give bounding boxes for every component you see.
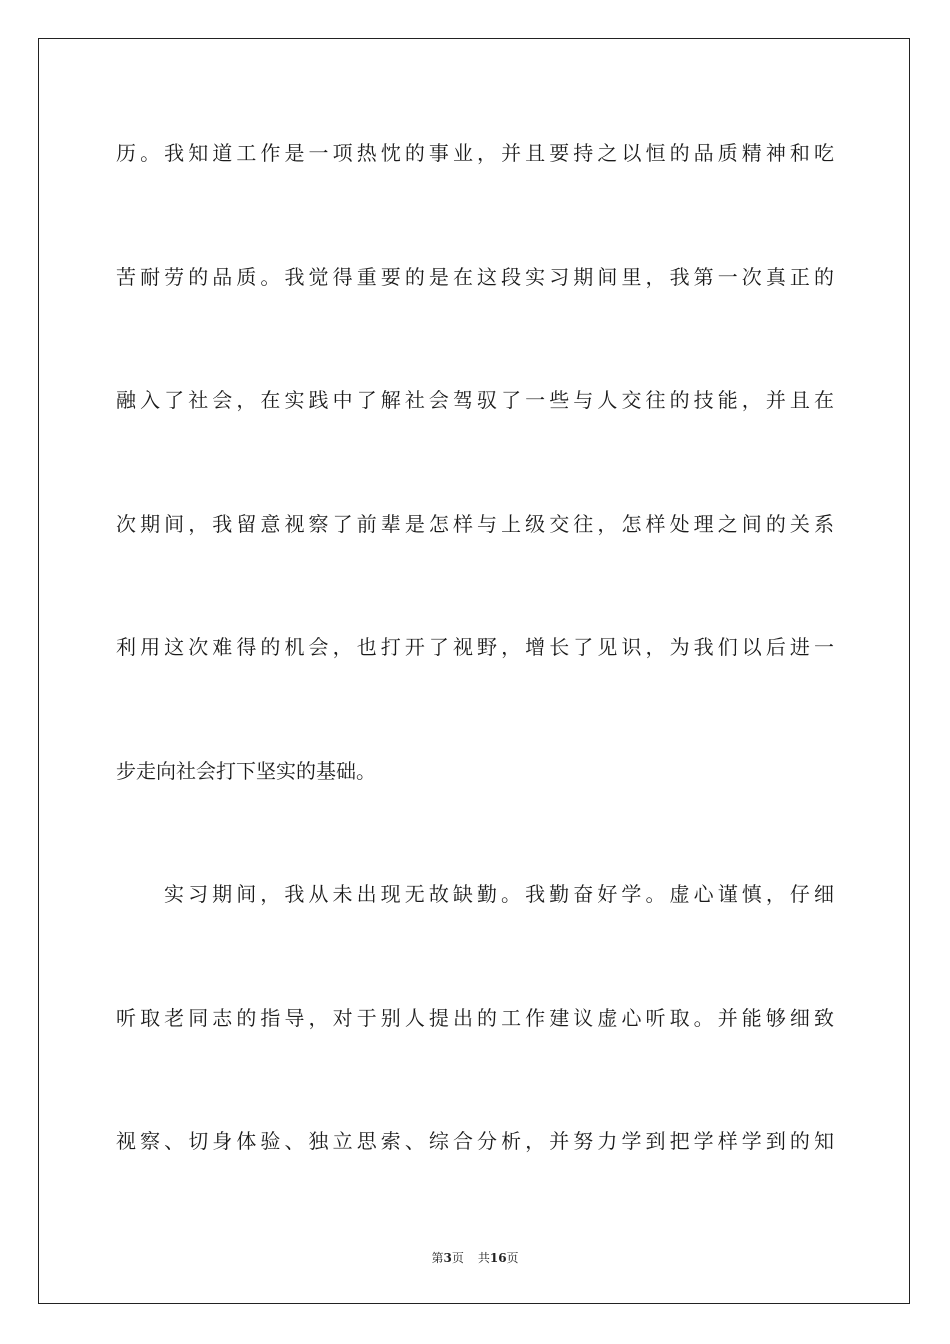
page-label-suffix: 页 xyxy=(451,1251,464,1265)
text-line: 步走向社会打下坚实的基础。 xyxy=(116,759,376,783)
text-line: 苦耐劳的品质。我觉得重要的是在这段实习期间里，我第一次真正的 xyxy=(116,265,834,289)
total-page-count: 16 xyxy=(489,1251,507,1265)
page-footer xyxy=(0,1250,950,1266)
page-label-prefix: 第 xyxy=(431,1251,444,1265)
total-label-suffix: 页 xyxy=(506,1251,519,1265)
total-label-prefix: 共 xyxy=(477,1251,490,1265)
paragraph-first-line: 实习期间，我从未出现无故缺勤。我勤奋好学。虚心谨慎，仔细 xyxy=(164,882,834,906)
text-line: 融入了社会，在实践中了解社会驾驭了一些与人交往的技能，并且在 xyxy=(116,388,834,412)
text-line: 次期间，我留意视察了前辈是怎样与上级交往，怎样处理之间的关系 xyxy=(116,512,834,536)
page-border xyxy=(38,38,910,1304)
text-line: 听取老同志的指导，对于别人提出的工作建议虚心听取。并能够细致 xyxy=(116,1006,834,1030)
current-page-number: 3 xyxy=(443,1251,452,1265)
text-line: 历。我知道工作是一项热忱的事业，并且要持之以恒的品质精神和吃 xyxy=(116,141,834,165)
text-line: 视察、切身体验、独立思索、综合分析，并努力学到把学样学到的知 xyxy=(116,1129,834,1153)
text-line: 利用这次难得的机会，也打开了视野，增长了见识，为我们以后进一 xyxy=(116,635,834,659)
